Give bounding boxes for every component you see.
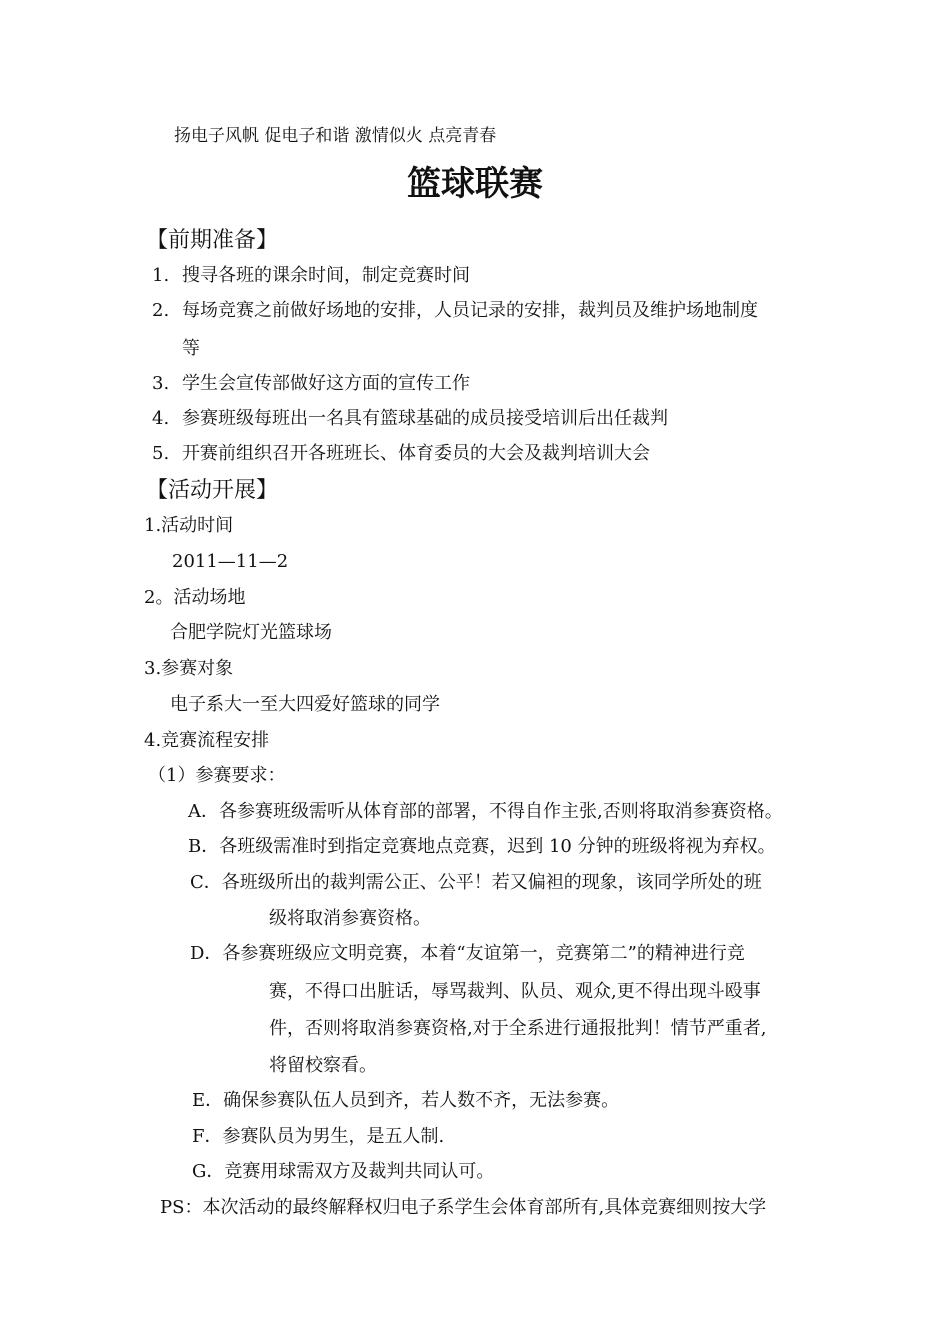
list-item-text: 开赛前组织召开各班班长、体育委员的大会及裁判培训大会 [182,443,650,464]
rule-g: G．竞赛用球需双方及裁判共同认可。 [192,1161,495,1182]
list-item-number: 3. [152,373,170,394]
ps-note: PS：本次活动的最终解释权归电子系学生会体育部所有,具体竞赛细则按大学 [160,1197,767,1218]
list-item-number: 5. [152,443,170,464]
list-item-continuation: 等 [182,338,200,359]
list-item-text: 每场竞赛之前做好场地的安排，人员记录的安排，裁判员及维护场地制度 [182,300,758,321]
activity-target-label: 3.参赛对象 [144,658,234,679]
rule-c-continuation: 级将取消参赛资格。 [269,908,431,929]
page-title: 篮球联赛 [407,164,543,204]
rule-f: F．参赛队员为男生，是五人制. [192,1126,445,1147]
rule-e: E．确保参赛队伍人员到齐，若人数不齐，无法参赛。 [192,1090,620,1111]
list-item-text: 学生会宣传部做好这方面的宣传工作 [182,373,470,394]
list-item-text: 搜寻各班的课余时间，制定竞赛时间 [182,265,470,286]
requirements-label: （1）参赛要求： [148,765,286,786]
activity-venue-label: 2。活动场地 [144,587,246,608]
section-heading-activity: 【活动开展】 [146,478,279,503]
list-item-number: 4. [152,408,170,429]
activity-target-value: 电子系大一至大四爱好篮球的同学 [170,694,440,715]
rule-c: C．各班级所出的裁判需公正、公平！若又偏袒的现象，该同学所处的班 [190,872,762,893]
rule-d-continuation: 赛，不得口出脏话，辱骂裁判、队员、观众,更不得出现斗殴事 [269,981,761,1002]
rule-d-continuation: 件，否则将取消参赛资格,对于全系进行通报批判！情节严重者, [269,1018,767,1039]
rule-d-continuation: 将留校察看。 [269,1055,377,1076]
slogan: 扬电子风帆 促电子和谐 激情似火 点亮青春 [174,126,497,146]
activity-flow-label: 4.竞赛流程安排 [144,730,270,751]
rule-d: D．各参赛班级应文明竞赛，本着“友谊第一，竞赛第二”的精神进行竞 [190,943,745,964]
activity-time-value: 2011—11—2 [172,551,289,572]
activity-venue-value: 合肥学院灯光篮球场 [170,622,332,643]
list-item-text: 参赛班级每班出一名具有篮球基础的成员接受培训后出任裁判 [182,408,668,429]
rule-b: B．各班级需准时到指定竞赛地点竞赛，迟到 10 分钟的班级将视为弃权。 [188,836,776,857]
list-item-number: 1. [152,265,170,286]
activity-time-label: 1.活动时间 [144,515,234,536]
rule-a: A．各参赛班级需听从体育部的部署，不得自作主张,否则将取消参赛资格。 [188,801,783,822]
section-heading-prep: 【前期准备】 [146,228,279,253]
list-item-number: 2. [152,300,170,321]
